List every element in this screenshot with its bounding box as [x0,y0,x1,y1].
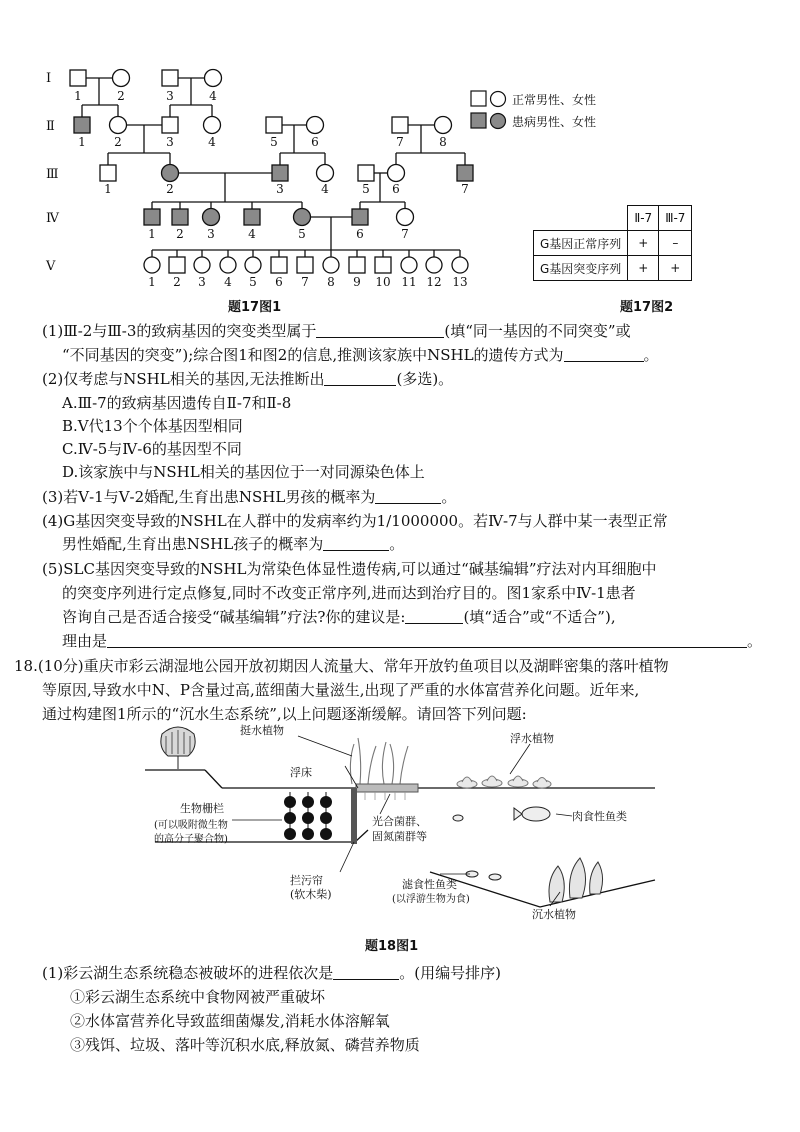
table-row-label: G基因突变序列 [534,256,628,281]
q18-item-1: ①彩云湖生态系统中食物网被严重破坏 [70,988,326,1006]
label-submerged: 沉水植物 [532,908,576,921]
label-carnivore: 肉食性鱼类 [572,810,627,823]
individual-number: 10 [375,275,391,289]
gen-label: Ⅰ [46,71,52,86]
q17-4-line1: (4)G基因突变导致的NSHL在人群中的发病率约为1/1000000。若Ⅳ-7与人群中某一表型正常 [42,512,668,530]
individual-number: 12 [426,275,442,289]
label-emergent: 挺水植物 [240,724,284,737]
individual-number: 13 [452,275,468,289]
q17-5-line2: 的突变序列进行定点修复,同时不改变正常序列,进而达到治疗目的。图1家系中Ⅳ-1患者 [62,584,636,602]
ecosystem-diagram [140,722,660,932]
pedigree-legend [470,88,640,132]
answer-blank[interactable] [107,631,747,648]
table-cell: + [659,256,692,281]
table-header: Ⅱ-7 [628,206,659,231]
individual-number: 7 [301,275,309,289]
individual-number: 8 [327,275,335,289]
q17-2: (2)仅考虑与NSHL相关的基因,无法推断出 (多选)。 [42,370,454,388]
individual-number: 4 [248,227,256,241]
floating-plant-icon [457,776,551,788]
gen-label: Ⅳ [46,211,59,226]
q18-1: (1)彩云湖生态系统稳态被破坏的进程依次是 。(用编号排序) [42,964,501,982]
fig17-2-caption: 题17图2 [620,300,674,315]
label-filter-fish-note: (以浮游生物为食) [392,894,470,905]
affected-symbols-icon [470,112,508,130]
fig17-1-caption: 题17图1 [228,300,282,315]
option-b: B.Ⅴ代13个个体基因型相同 [62,417,243,435]
individual-number: 6 [311,135,319,149]
table-cell: – [659,231,692,256]
answer-blank[interactable] [323,534,389,551]
table-row-label: G基因正常序列 [534,231,628,256]
label-floating: 浮水植物 [510,732,554,745]
individual-number: 6 [392,182,400,196]
option-c: C.Ⅳ-5与Ⅳ-6的基因型不同 [62,440,242,458]
individual-number: 3 [166,89,174,103]
q18-item-2: ②水体富营养化导致蓝细菌爆发,消耗水体溶解氧 [70,1012,390,1030]
answer-blank[interactable] [316,321,444,338]
option-d: D.该家族中与NSHL相关的基因位于一对同源染色体上 [62,463,425,481]
q17-1-line1: (1)Ⅲ-2与Ⅲ-3的致病基因的突变类型属于 (填“同一基因的不同突变”或 [42,322,631,340]
gen-label: Ⅴ [46,259,56,274]
individual-number: 11 [401,275,417,289]
answer-blank[interactable] [375,487,441,504]
label-float-bed: 浮床 [290,766,312,779]
individual-number: 5 [270,135,278,149]
q17-4-line2: 男性婚配,生育出患NSHL孩子的概率为 。 [62,535,405,553]
pedigree-figure [40,60,490,320]
individual-number: 7 [401,227,409,241]
individual-number: 4 [208,135,216,149]
q18-intro-line1: 18.(10分)重庆市彩云湖湿地公园开放初期因人流量大、常年开放钓鱼项目以及湖畔密集的落叶植物 [14,657,669,675]
option-a: A.Ⅲ-7的致病基因遗传自Ⅱ-7和Ⅱ-8 [62,394,292,412]
table-cell: + [628,231,659,256]
label-bio-fence-note: 的高分子聚合物) [154,834,228,845]
label-curtain: 拦污帘 [290,874,323,887]
individual-number: 1 [78,135,86,149]
submerged-plant-icon [549,858,603,902]
answer-blank[interactable] [405,607,463,624]
normal-symbols-icon [470,90,508,108]
individual-number: 2 [114,135,122,149]
individual-number: 8 [439,135,447,149]
label-bacteria: 固氮菌群等 [372,830,427,843]
answer-blank[interactable] [333,963,399,980]
gene-table [533,205,692,281]
label-bio-fence: 生物栅栏 [180,802,224,815]
fish-icon [453,807,550,880]
individual-number: 5 [362,182,370,196]
gen-label: Ⅱ [46,119,55,134]
individual-number: 4 [224,275,232,289]
q17-5-line1: (5)SLC基因突变导致的NSHL为常染色体显性遗传病,可以通过“碱基编辑”疗法对内耳细胞中 [42,560,657,578]
legend-normal-label: 正常男性、女性 [512,92,597,107]
individual-number: 3 [166,135,174,149]
individual-number: 1 [74,89,82,103]
q17-5-line4: 理由是 。 [62,632,763,650]
curtain-icon [351,788,357,844]
individual-number: 1 [104,182,112,196]
tree-icon [161,727,195,769]
answer-blank[interactable] [324,369,396,386]
float-bed-icon [356,784,418,792]
individual-number: 3 [198,275,206,289]
label-bio-fence-note: (可以吸附微生物 [154,820,228,831]
individual-number: 2 [176,227,184,241]
q18-intro-line2: 等原因,导致水中N、P含量过高,蓝细菌大量滋生,出现了严重的水体富营养化问题。近年来, [42,681,640,699]
individual-number: 3 [207,227,215,241]
table-header: Ⅲ-7 [659,206,692,231]
q18-item-3: ③残饵、垃圾、落叶等沉积水底,释放氮、磷营养物质 [70,1036,420,1054]
label-bacteria: 光合菌群、 [372,815,427,828]
q17-1-line2: “不同基因的突变”);综合图1和图2的信息,推测该家族中NSHL的遗传方式为 。 [62,346,659,364]
fig18-caption: 题18图1 [365,939,419,954]
individual-number: 2 [166,182,174,196]
individual-number: 6 [275,275,283,289]
individual-number: 9 [353,275,361,289]
legend-affected-label: 患病男性、女性 [512,114,597,129]
gen-label: Ⅲ [46,167,59,182]
individual-number: 2 [117,89,125,103]
pedigree-chart [40,60,490,320]
individual-number: 3 [276,182,284,196]
individual-number: 7 [396,135,404,149]
answer-blank[interactable] [564,345,644,362]
individual-number: 1 [148,275,156,289]
label-curtain-note: (软木柴) [290,888,332,901]
individual-number: 6 [356,227,364,241]
emergent-plant-icon [350,738,408,784]
label-filter-fish: 滤食性鱼类 [402,878,457,891]
q18-intro-line3: 通过构建图1所示的“沉水生态系统”,以上问题逐渐缓解。请回答下列问题: [42,705,527,723]
individual-number: 4 [321,182,329,196]
individual-number: 5 [298,227,306,241]
bio-fence-icon [284,792,332,840]
ecosystem-illustration [140,722,660,932]
q17-3: (3)若Ⅴ-1与Ⅴ-2婚配,生育出患NSHL男孩的概率为 。 [42,488,457,506]
individual-number: 4 [209,89,217,103]
table-cell: + [628,256,659,281]
q17-5-line3: 咨询自己是否适合接受“碱基编辑”疗法?你的建议是: (填“适合”或“不适合”), [62,608,616,626]
individual-number: 7 [461,182,469,196]
individual-number: 5 [249,275,257,289]
individual-number: 1 [148,227,156,241]
individual-number: 2 [173,275,181,289]
